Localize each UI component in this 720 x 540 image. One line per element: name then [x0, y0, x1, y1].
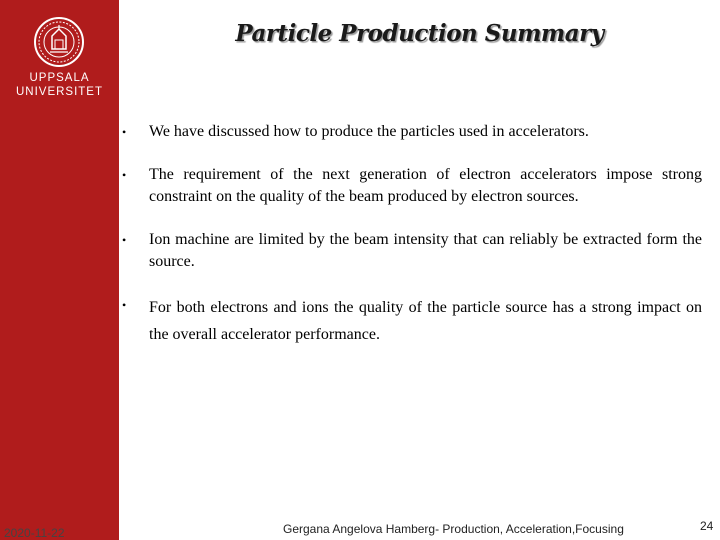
bullet-symbol: •: [122, 125, 127, 139]
slide-date: 2020-11-22: [4, 526, 65, 540]
university-name-line2: UNIVERSITET: [15, 86, 104, 98]
university-seal-icon: [33, 16, 85, 68]
bullet-text: For both electrons and ions the quality of the particle source has a strong impact on the overall accelerator performance.: [149, 299, 702, 343]
bullet-symbol: •: [122, 168, 127, 182]
bullet-text: The requirement of the next generation of electron accelerators impose strong constraint on the quality of the beam produced by electron sources.: [149, 166, 702, 205]
page-number: 24: [700, 519, 714, 533]
bullet-symbol: •: [122, 298, 127, 312]
footer-text: Gergana Angelova Hamberg- Production, Acceleration,Focusing: [283, 522, 624, 536]
sidebar: [0, 0, 119, 540]
bullet-text: Ion machine are limited by the beam intensity that can reliably be extracted form the source.: [149, 231, 702, 270]
slide-title: Particle Production Summary: [235, 20, 604, 47]
bullet-symbol: •: [122, 233, 127, 247]
university-name-line1: UPPSALA: [29, 72, 90, 84]
bullet-text: We have discussed how to produce the particles used in accelerators.: [149, 123, 589, 140]
